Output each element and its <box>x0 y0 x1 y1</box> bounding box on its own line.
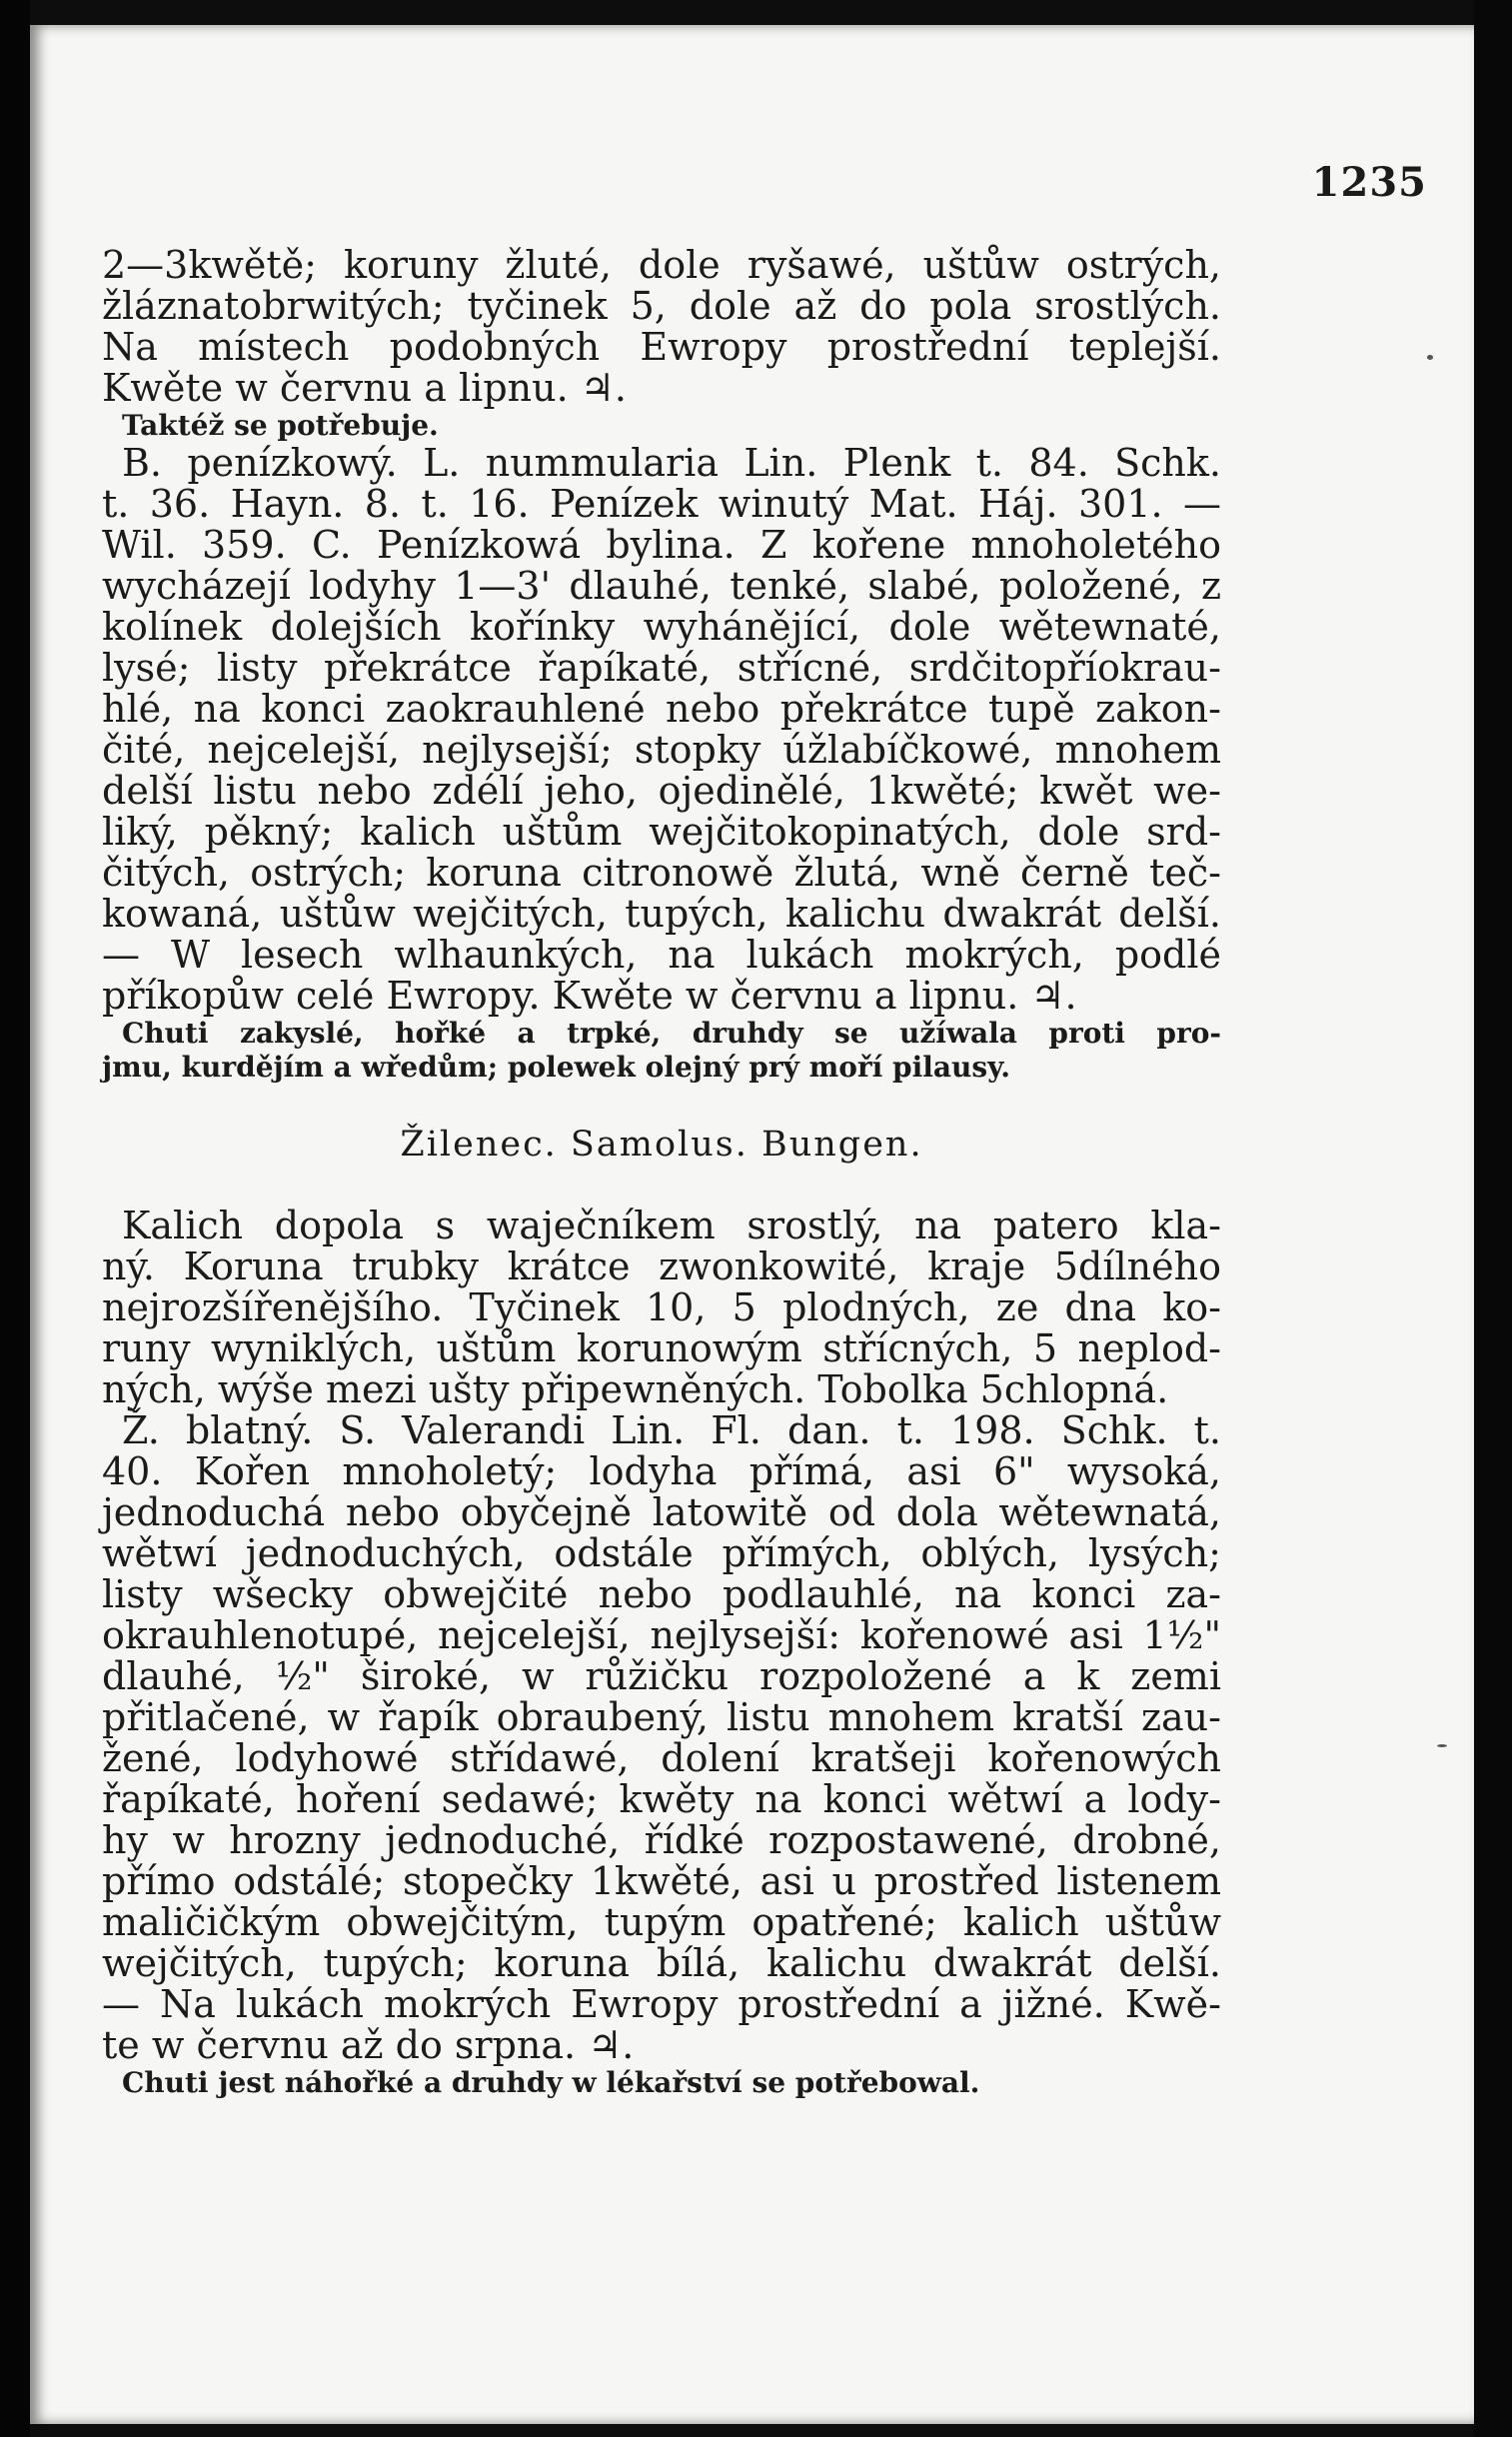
usage-note: jmu, kurdějím a wředům; polewek olejný prý moří pilausy. <box>102 1051 1010 1084</box>
text-line: přímo odstálé; stopečky 1kwěté, asi u prostřed listenem <box>102 1859 1221 1903</box>
text-line: ný. Koruna trubky krátce zwonkowité, kraje 5dílného <box>102 1244 1221 1288</box>
text-line: Na místech podobných Ewropy prostřední teplejší. <box>102 325 1221 369</box>
usage-note: Chuti jest náhořké a druhdy w lékařství se potřebowal. <box>122 2066 980 2099</box>
book-page <box>30 25 1474 2424</box>
text-line: řapíkaté, hoření sedawé; kwěty na konci wětwí a lody- <box>102 1777 1221 1821</box>
genus-description-line: Kalich dopola s waječníkem srostlý, na patero kla- <box>122 1204 1221 1247</box>
text-line: delší listu nebo zdélí jeho, ojedinělé, 1kwěté; kwět we- <box>102 769 1221 813</box>
text-line: hlé, na konci zaokrauhlené nebo překrátce tupě zakon- <box>102 687 1221 731</box>
genus-heading: Žilenec. Samolus. Bungen. <box>400 1125 923 1165</box>
text-line: 40. Kořen mnoholetý; lodyha přímá, asi 6" wysoká, <box>102 1449 1221 1493</box>
text-line: wejčitých, tupých; koruna bílá, kalichu dwakrát delší. <box>102 1941 1221 1985</box>
text-line: — W lesech wlhaunkých, na lukách mokrých, podlé <box>102 933 1221 977</box>
usage-note: Chuti zakyslé, hořké a trpké, druhdy se užíwala proti pro- <box>122 1017 1221 1050</box>
text-line: žené, lodyhowé střídawé, dolení kratšeji kořenowých <box>102 1736 1221 1780</box>
text-line: hy w hrozny jednoduché, řídké rozpostawené, drobné, <box>102 1818 1221 1862</box>
text-line: lysé; listy překrátce řapíkaté, střícné, srdčitopříokrau- <box>102 646 1221 690</box>
text-line: te w červnu až do srpna. ♃. <box>102 2023 635 2067</box>
print-speck <box>1427 355 1433 360</box>
text-line: přitlačené, w řapík obraubený, listu mnohem kratší zau- <box>102 1695 1221 1739</box>
text-line: nejrozšířenějšího. Tyčinek 10, 5 plodných, ze dna ko- <box>102 1285 1221 1329</box>
species-entry-line: B. penízkowý. L. nummularia Lin. Plenk t. 84. Schk. <box>122 441 1221 485</box>
scan-border-right <box>1474 0 1512 2437</box>
text-line: čitých, ostrých; koruna citronowě žlutá, wně černě teč- <box>102 851 1221 895</box>
text-line: wětwí jednoduchých, odstále přímých, oblých, lysých; <box>102 1531 1221 1575</box>
text-line: ných, wýše mezi ušty připewněných. Tobolka 5chlopná. <box>102 1367 1169 1411</box>
text-line: jednoduchá nebo obyčejně latowitě od dola wětewnatá, <box>102 1490 1221 1534</box>
text-line: Kwěte w červnu a lipnu. ♃. <box>102 366 627 410</box>
text-line: příkopůw celé Ewropy. Kwěte w červnu a lipnu. ♃. <box>102 974 1077 1018</box>
text-line: runy wyniklých, uštům korunowým střícných, 5 neplod- <box>102 1326 1221 1370</box>
text-line: listy wšecky obwejčité nebo podlauhlé, na konci za- <box>102 1572 1221 1616</box>
text-line: čité, nejcelejší, nejlysejší; stopky úžlabíčkowé, mnohem <box>102 728 1221 772</box>
text-line: dlauhé, ½" široké, w růžičku rozpoložené a k zemi <box>102 1654 1221 1698</box>
text-line: žláznatobrwitých; tyčinek 5, dole až do pola srostlých. <box>102 284 1221 328</box>
text-line: kowaná, uštůw wejčitých, tupých, kalichu dwakrát delší. <box>102 892 1221 936</box>
page-number: 1235 <box>1311 159 1427 206</box>
scan-border-left <box>0 0 30 2437</box>
print-speck <box>1437 1744 1447 1747</box>
text-line: — Na lukách mokrých Ewropy prostřední a jižné. Kwě- <box>102 1982 1221 2026</box>
usage-note: Taktéž se potřebuje. <box>122 409 439 442</box>
species-entry-line: Ž. blatný. S. Valerandi Lin. Fl. dan. t. 198. Schk. t. <box>122 1408 1221 1452</box>
text-line: wycházejí lodyhy 1—3' dlauhé, tenké, slabé, položené, z <box>102 564 1221 608</box>
text-line: kolínek dolejších kořínky wyháněj​ící, dole wětewnaté, <box>102 605 1221 649</box>
text-line: maličičkým obwejčitým, tupým opatřené; kalich uštůw <box>102 1900 1221 1944</box>
text-line: okrauhlenotupé, nejcelejší, nejlysejší: kořenowé asi 1½" <box>102 1613 1221 1657</box>
text-line: t. 36. Hayn. 8. t. 16. Penízek winutý Mat. Háj. 301. — <box>102 482 1221 526</box>
text-column <box>102 245 1221 2100</box>
text-line: 2—3kwětě; koruny žluté, dole ryšawé, uštůw ostrých, <box>102 243 1221 287</box>
text-line: liký, pěkný; kalich uštům wejčitokopinatých, dole srd- <box>102 810 1221 854</box>
text-line: Wil. 359. C. Penízkowá bylina. Z kořene mnoholetého <box>102 523 1221 567</box>
